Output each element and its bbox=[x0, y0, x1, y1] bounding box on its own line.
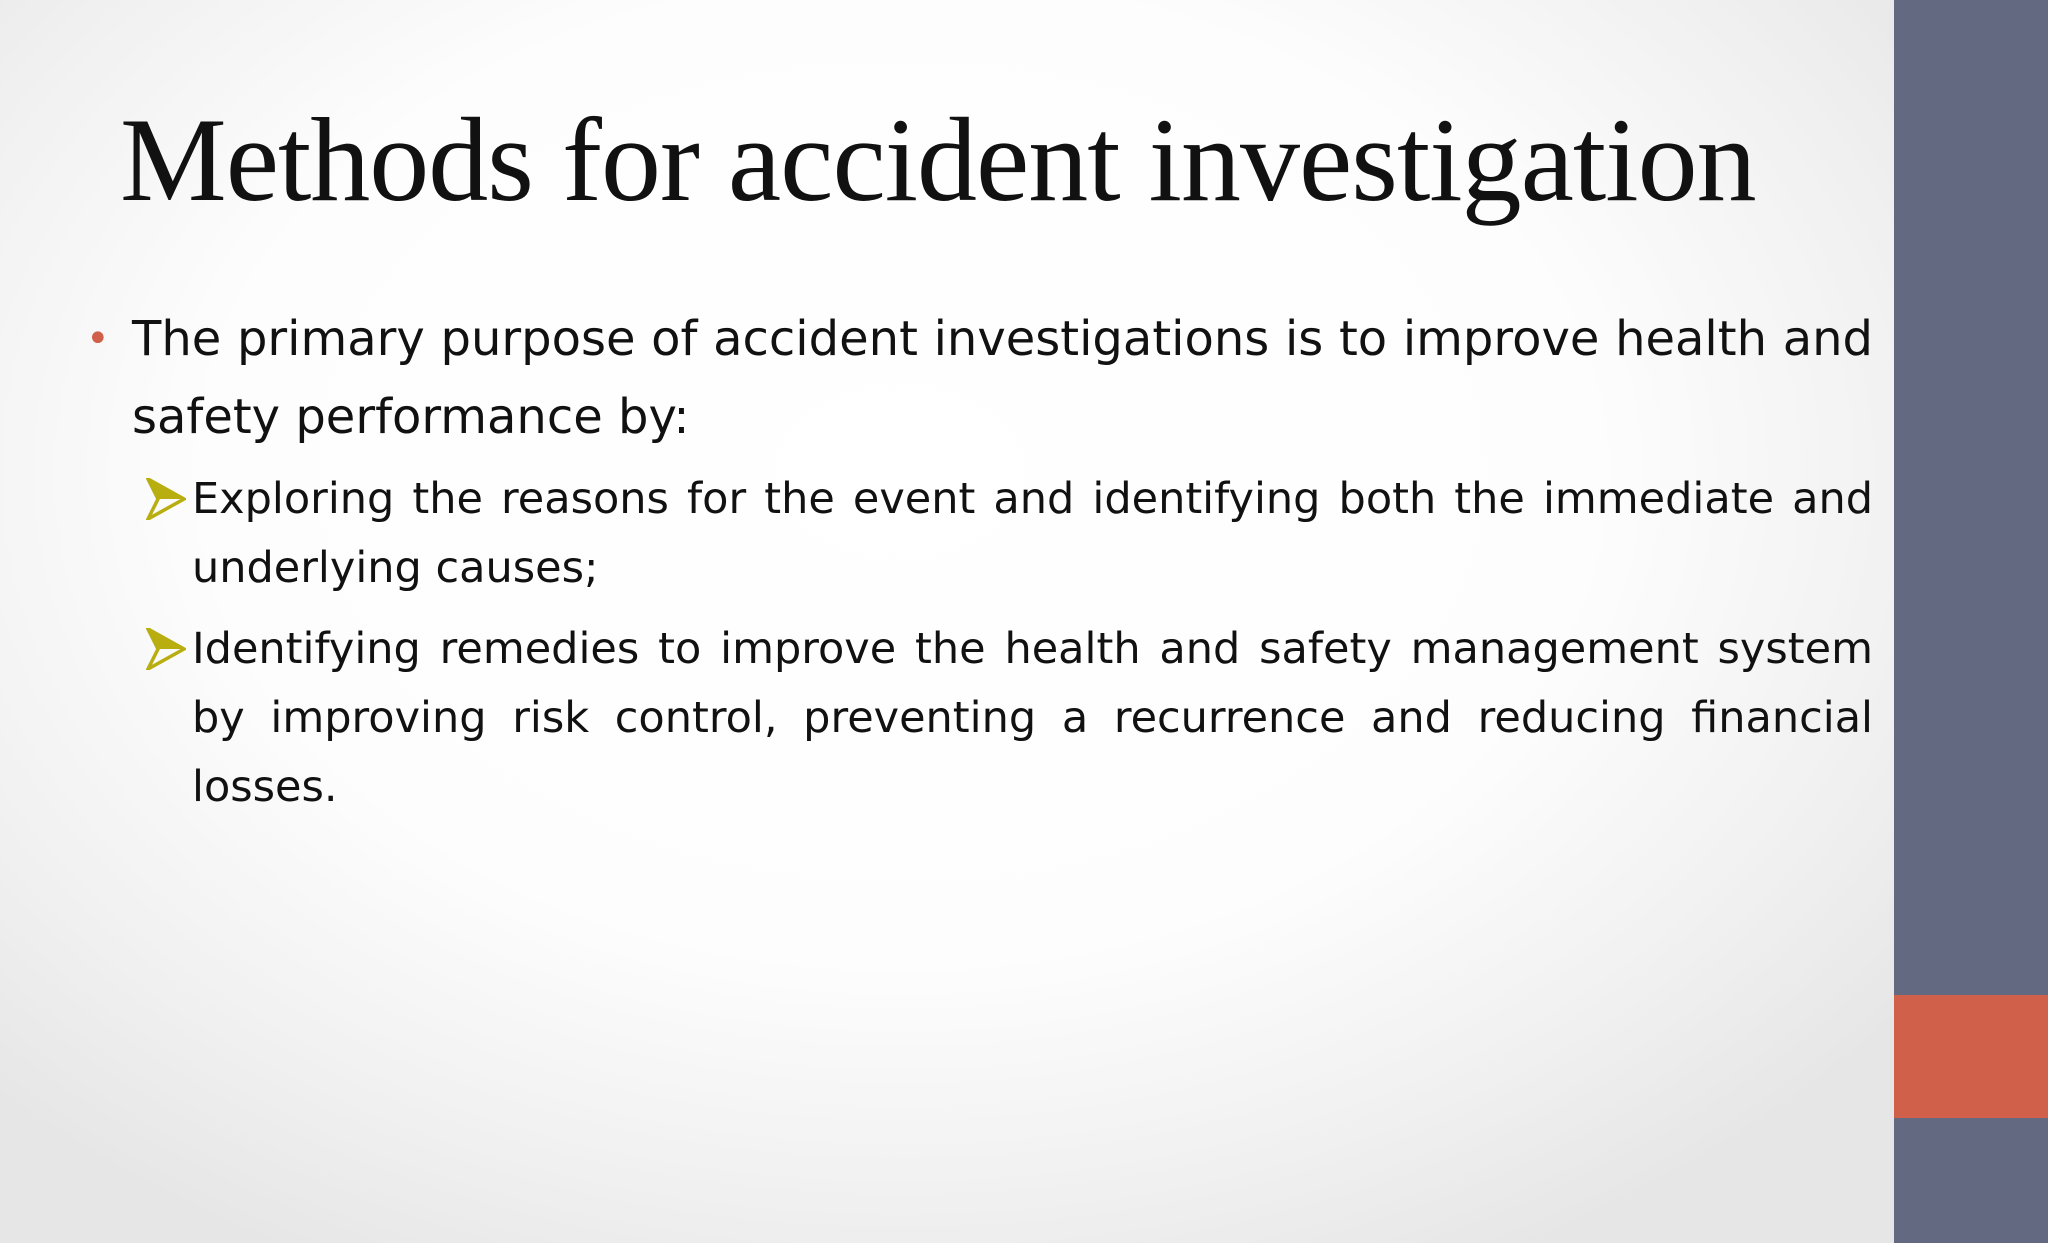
round-bullet-icon: • bbox=[86, 316, 110, 362]
slide-title: Methods for accident investigation bbox=[120, 93, 1756, 226]
sub-bullet-item bbox=[86, 465, 1873, 603]
sub-bullet-item bbox=[86, 615, 1873, 822]
bullet-text: The primary purpose of accident investigations is to improve health and safety performance by: bbox=[132, 311, 1873, 445]
bullet-list bbox=[86, 300, 1873, 822]
arrow-bullet-icon bbox=[146, 628, 186, 670]
sub-bullet-text: Exploring the reasons for the event and identifying both the immediate and underlying causes; bbox=[192, 474, 1873, 593]
decorative-sidebar bbox=[1894, 0, 2048, 1243]
arrow-bullet-icon bbox=[146, 478, 186, 520]
bullet-item bbox=[86, 300, 1873, 456]
decorative-sidebar-accent bbox=[1894, 995, 2048, 1118]
sub-bullet-text: Identifying remedies to improve the health and safety management system by improving risk control, preventing a recurrence and reducing financial losses. bbox=[192, 624, 1873, 812]
